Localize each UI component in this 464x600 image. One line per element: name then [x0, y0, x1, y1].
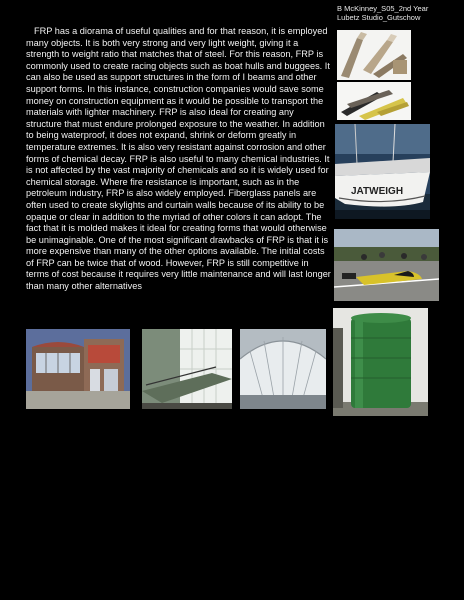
frp-profiles-photo [337, 30, 411, 80]
author-header [337, 4, 461, 22]
studio-line: Lubetz Studio_Gutschow [337, 13, 421, 22]
frp-description-paragraph: FRP has a diorama of useful qualities and for that reason, it is employed many objects. It is both very strong and very light weight, giving it a strength to weight ratio that matches that of steel. For this reason, FRP is commonly used to create racing objects such as boat hulls and buggees. It can also be used as support structures in the form of I beams and other support forms. In this instance, construction companies would save some money on construction equipment as it would be possible to transport the materials with lighter machinery. FRP is also ideal for creating any structure that must endure prolonged exposure to the weather. In addition to being waterproof, it does not expand, shrink or deform greatly in temperature extremes. It is also very resistant against corrosion and other forms of chemical decay. FRP is also useful to many chemical industries. It is not affected by the vast majority of chemicals and so it is widely used for chemical storage. Where fire resistance is important, such as in the petroleum industry, FRP is also widely employed. Fiberglass panels are often used to create skylights and curtain walls because of its ability to be opaque or clear in addition to the myriad of other colors it can adopt. The fact that it is molded makes it ideal for creating forms that would otherwise be unimaginable. One of the most significant drawbacks of FRP is that it is more expensive than many of the other options available. The initial costs of FRP can be twice that of wood. However, FRP is still competitive in terms of cost because it requires very little maintenance and will last longer than many other alternatives [26, 26, 331, 292]
frp-building-facade-photo [26, 329, 130, 409]
frp-beams-photo [337, 82, 411, 120]
author-line: B McKinney_S05_2nd Year [337, 4, 429, 13]
frp-skylight-vault-photo [240, 329, 326, 409]
frp-interior-stair-photo [142, 329, 232, 409]
boat-name: JATWEIGH [351, 186, 404, 197]
race-buggy-photo [334, 229, 439, 301]
frp-storage-tank-photo [333, 308, 428, 416]
sailboat-hull-photo [335, 124, 430, 219]
